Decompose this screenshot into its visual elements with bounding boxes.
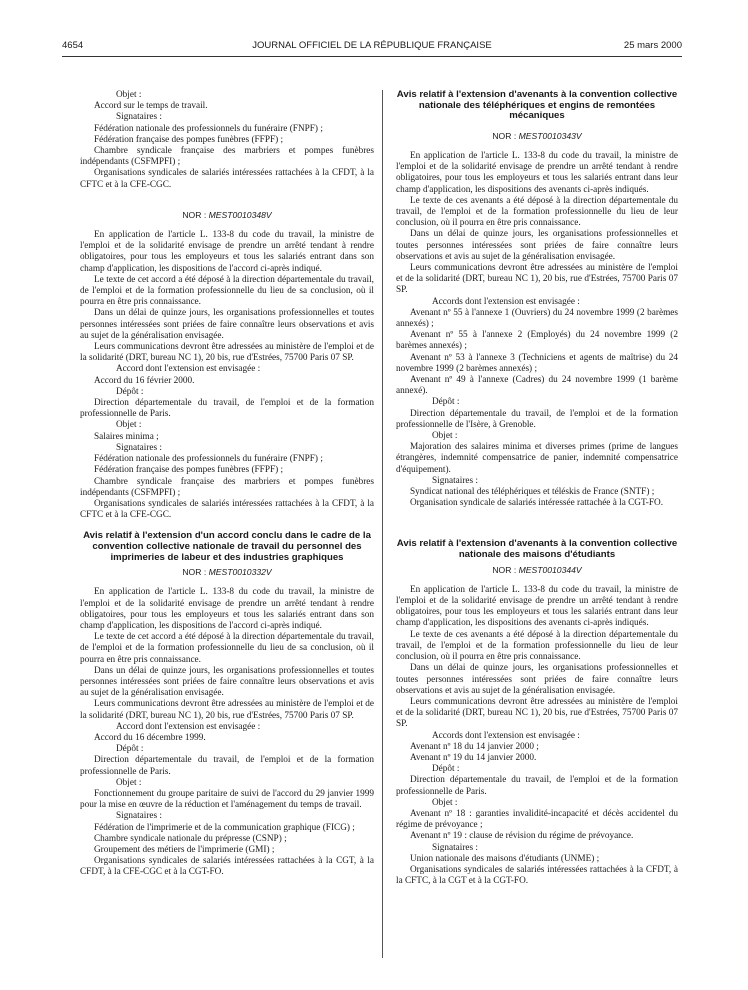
paragraph: Le texte de ces avenants a été déposé à la direction départementale du travail, de l'emploi et de la formation professionnelle du lieu de leur conclusion, où il pourra en être pris connaissance.: [396, 629, 678, 663]
item-text: Avenant nº 53 à l'annexe 3 (Techniciens et agents de maîtrise) du 24 novembre 1999 (2 barèmes annexés) ;: [396, 352, 678, 374]
item-text: Groupement des métiers de l'imprimerie (GMI) ;: [94, 844, 275, 855]
item-text: Avenant nº 19 du 14 janvier 2000.: [410, 752, 537, 763]
item-text: Fédération française des pompes funèbres (FFPF) ;: [94, 465, 284, 476]
item-text: Direction départementale du travail, de l'emploi et de la formation professionnelle de Paris.: [396, 775, 678, 797]
section-label: Dépôt :: [432, 764, 460, 775]
item-text: Fonctionnement du groupe paritaire de suivi de l'accord du 29 janvier 1999 pour la mise en œuvre de la réduction et l'aménagement du temps de travail.: [80, 788, 374, 811]
paragraph: En application de l'article L. 133-8 du code du travail, la ministre de l'emploi et de la solidarité envisage de prendre un arrêté tendant à rendre obligatoires, pour tous les employeurs et tous les salariés entrant dans son champ d'application, les dispositions de l'accord ci-après indiqué.: [80, 230, 374, 274]
section-label: Signataires :: [432, 842, 478, 853]
right-column: [396, 90, 678, 887]
paragraph: En application de l'article L. 133-8 du code du travail, la ministre de l'emploi et de la solidarité envisage de prendre un arrêté tendant à rendre obligatoires, pour tous les employeurs et tous les salariés entrant dans leur champ d'application, les dispositions des avenants ci-après indiqués.: [396, 584, 678, 629]
section-label: Signataires :: [116, 811, 162, 822]
item-text: Direction départementale du travail, de l'emploi et de la formation professionnelle de Paris.: [80, 398, 374, 420]
header-rule: [62, 56, 682, 57]
section-label: Accords dont l'extension est envisagée :: [432, 296, 580, 307]
page-number: 4654: [62, 40, 84, 51]
item-text: Fédération nationale des professionnels du funéraire (FNPF) ;: [94, 123, 323, 134]
item-text: Avenant nº 49 à l'annexe (Cadres) du 24 novembre 1999 (1 barème annexé).: [396, 375, 678, 397]
journal-title: JOURNAL OFFICIEL DE LA RÉPUBLIQUE FRANÇAISE: [252, 40, 492, 51]
item-text: Majoration des salaires minima et diverses primes (prime de langues étrangères, indemnité compensatrice de panier, indemnité compensatrice d'équipement).: [396, 442, 678, 475]
section-label: Signataires :: [116, 442, 162, 453]
item-text: Chambre syndicale française des marbriers et pompes funèbres indépendants (CSFMPFI) ;: [80, 146, 374, 168]
nor-reference: NOR : MEST0010348V: [182, 209, 272, 220]
item-text: Organisations syndicales de salariés intéressées rattachées à la CGT, à la CFDT, à la CFE-CGC et à la CGT-FO.: [80, 856, 374, 878]
section-label: Dépôt :: [116, 744, 144, 755]
paragraph: Leurs communications devront être adressées au ministère de l'emploi et de la solidarité (DRT, bureau NC 1), 20 bis, rue d'Estrées, 75700 Paris 07 SP.: [396, 263, 678, 296]
nor-reference: NOR : MEST0010332V: [182, 567, 272, 578]
item-text: Organisation syndicale de salariés intéressée rattachée à la CGT-FO.: [410, 498, 664, 509]
notice-title: Avis relatif à l'extension d'avenants à la convention collective nationale des maisons d'étudiants: [396, 538, 678, 561]
item-text: Accord du 16 décembre 1999.: [94, 732, 206, 743]
item-text: Organisations syndicales de salariés intéressées rattachées à la CFDT, à la CFTC et à la CFE-CGC.: [80, 498, 374, 521]
notice-title: Avis relatif à l'extension d'avenants à la convention collective nationale des téléphériques et engins de remontées mécaniques: [396, 89, 678, 122]
section-label: Accord dont l'extension est envisagée :: [116, 721, 261, 732]
item-text: Syndicat national des téléphériques et téléskis de France (SNTF) ;: [410, 487, 655, 498]
item-text: Direction départementale du travail, de l'emploi et de la formation professionnelle de l'Isère, à Grenoble.: [396, 408, 678, 430]
item-text: Chambre syndicale nationale du prépresse (CSNP) ;: [94, 833, 287, 844]
section-label: Objet :: [116, 90, 142, 100]
item-text: Direction départementale du travail, de l'emploi et de la formation professionnelle de Paris.: [80, 755, 374, 777]
section-label: Objet :: [432, 797, 458, 808]
paragraph: Dans un délai de quinze jours, les organisations professionnelles et toutes personnes intéressées sont priées de faire connaître leurs observations et avis au sujet de la généralisation envisagée.: [396, 663, 678, 696]
nor-reference: NOR : MEST0010343V: [492, 130, 582, 141]
item-text: Fédération de l'imprimerie et de la communication graphique (FICG) ;: [94, 822, 355, 833]
paragraph: Le texte de cet accord a été déposé à la direction départementale du travail, de l'emploi et de la formation professionnelle du lieu de sa conclusion, où il pourra en être pris connaissance.: [80, 632, 374, 665]
section-label: Objet :: [432, 431, 458, 442]
item-text: Union nationale des maisons d'étudiants (UNME) ;: [410, 853, 600, 864]
issue-date: 25 mars 2000: [623, 40, 682, 51]
section-label: Objet :: [116, 777, 142, 788]
section-label: Dépôt :: [432, 397, 460, 408]
section-label: Signataires :: [116, 112, 162, 123]
paragraph: En application de l'article L. 133-8 du code du travail, la ministre de l'emploi et de la solidarité envisage de prendre un arrêté tendant à rendre obligatoires, pour tous les employeurs et tous les salariés entrant dans leur champ d'application, les dispositions des avenants ci-après indiqués.: [396, 150, 678, 195]
section-label: Signataires :: [432, 475, 478, 486]
item-text: Avenant nº 18 : garanties invalidité-incapacité et décès accidentel du régime de prévoyance ;: [396, 808, 678, 831]
item-text: Avenant nº 55 à l'annexe 1 (Ouvriers) du 24 novembre 1999 (2 barèmes annexés) ;: [396, 307, 678, 330]
nor-reference: NOR : MEST0010344V: [492, 564, 582, 575]
paragraph: Leurs communications devront être adressées au ministère de l'emploi et de la solidarité (DRT, bureau NC 1), 20 bis, rue d'Estrées, 75700 Paris 07 SP.: [80, 699, 374, 721]
paragraph: Dans un délai de quinze jours, les organisations professionnelles et toutes personnes intéressées sont priées de faire connaître leurs observations et avis au sujet de la généralisation envisagée.: [80, 665, 374, 699]
item-text: Accord du 16 février 2000.: [94, 375, 195, 386]
item-text: Avenant nº 18 du 14 janvier 2000 ;: [410, 741, 539, 752]
paragraph: Leurs communications devront être adressées au ministère de l'emploi et de la solidarité (DRT, bureau NC 1), 20 bis, rue d'Estrées, 75700 Paris 07 SP.: [80, 342, 374, 364]
column-divider: [382, 90, 383, 958]
item-text: Fédération nationale des professionnels du funéraire (FNPF) ;: [94, 454, 323, 465]
item-text: Organisations syndicales de salariés intéressées rattachées à la CFDT, à la CFTC et à la CFE-CGC.: [80, 168, 374, 190]
page-header: [62, 40, 682, 54]
notice-title: Avis relatif à l'extension d'un accord conclu dans le cadre de la convention collective nationale de travail du personnel des imprimeries de labeur et des industries graphiques: [83, 530, 371, 563]
paragraph: Le texte de cet accord a été déposé à la direction départementale du travail, de l'emploi et de la formation professionnelle du lieu de sa conclusion, où il pourra en être pris connaissance.: [80, 274, 374, 308]
paragraph: En application de l'article L. 133-8 du code du travail, la ministre de l'emploi et de la solidarité envisage de prendre un arrêté tendant à rendre obligatoires, pour tous les employeurs et tous les salariés entrant dans son champ d'application, les dispositions de l'accord ci-après indiqué.: [80, 587, 374, 631]
item-text: Avenant nº 55 à l'annexe 2 (Employés) du 24 novembre 1999 (2 barèmes annexés) ;: [396, 330, 678, 352]
item-text: Organisations syndicales de salariés intéressées rattachées à la CFDT, à la CFTC, à la CGT et à la CGT-FO.: [396, 864, 678, 887]
section-label: Accord dont l'extension est envisagée :: [116, 364, 261, 375]
item-text: Salaires minima ;: [94, 431, 159, 442]
item-text: Accord sur le temps de travail.: [94, 101, 208, 112]
paragraph: Le texte de ces avenants a été déposé à la direction départementale du travail, de l'emploi et de la formation professionnelle du lieu de leur conclusion, où il pourra en être pris connaissance.: [396, 195, 678, 229]
item-text: Fédération française des pompes funèbres (FFPF) ;: [94, 134, 284, 145]
section-label: Objet :: [116, 420, 142, 431]
left-column: [80, 90, 374, 879]
item-text: Avenant nº 19 : clause de révision du régime de prévoyance.: [410, 831, 634, 842]
section-label: Dépôt :: [116, 386, 144, 397]
item-text: Chambre syndicale française des marbriers et pompes funèbres indépendants (CSFMPFI) ;: [80, 476, 374, 498]
paragraph: Dans un délai de quinze jours, les organisations professionnelles et toutes personnes intéressées sont priées de faire connaître leurs observations et avis au sujet de la généralisation envisagée.: [396, 229, 678, 262]
section-label: Accords dont l'extension est envisagée :: [432, 730, 580, 741]
paragraph: Leurs communications devront être adressées au ministère de l'emploi et de la solidarité (DRT, bureau NC 1), 20 bis, rue d'Estrées, 75700 Paris 07 SP.: [396, 696, 678, 730]
paragraph: Dans un délai de quinze jours, les organisations professionnelles et toutes personnes intéressées sont priées de faire connaître leurs observations et avis au sujet de la généralisation envisagée.: [80, 308, 374, 341]
